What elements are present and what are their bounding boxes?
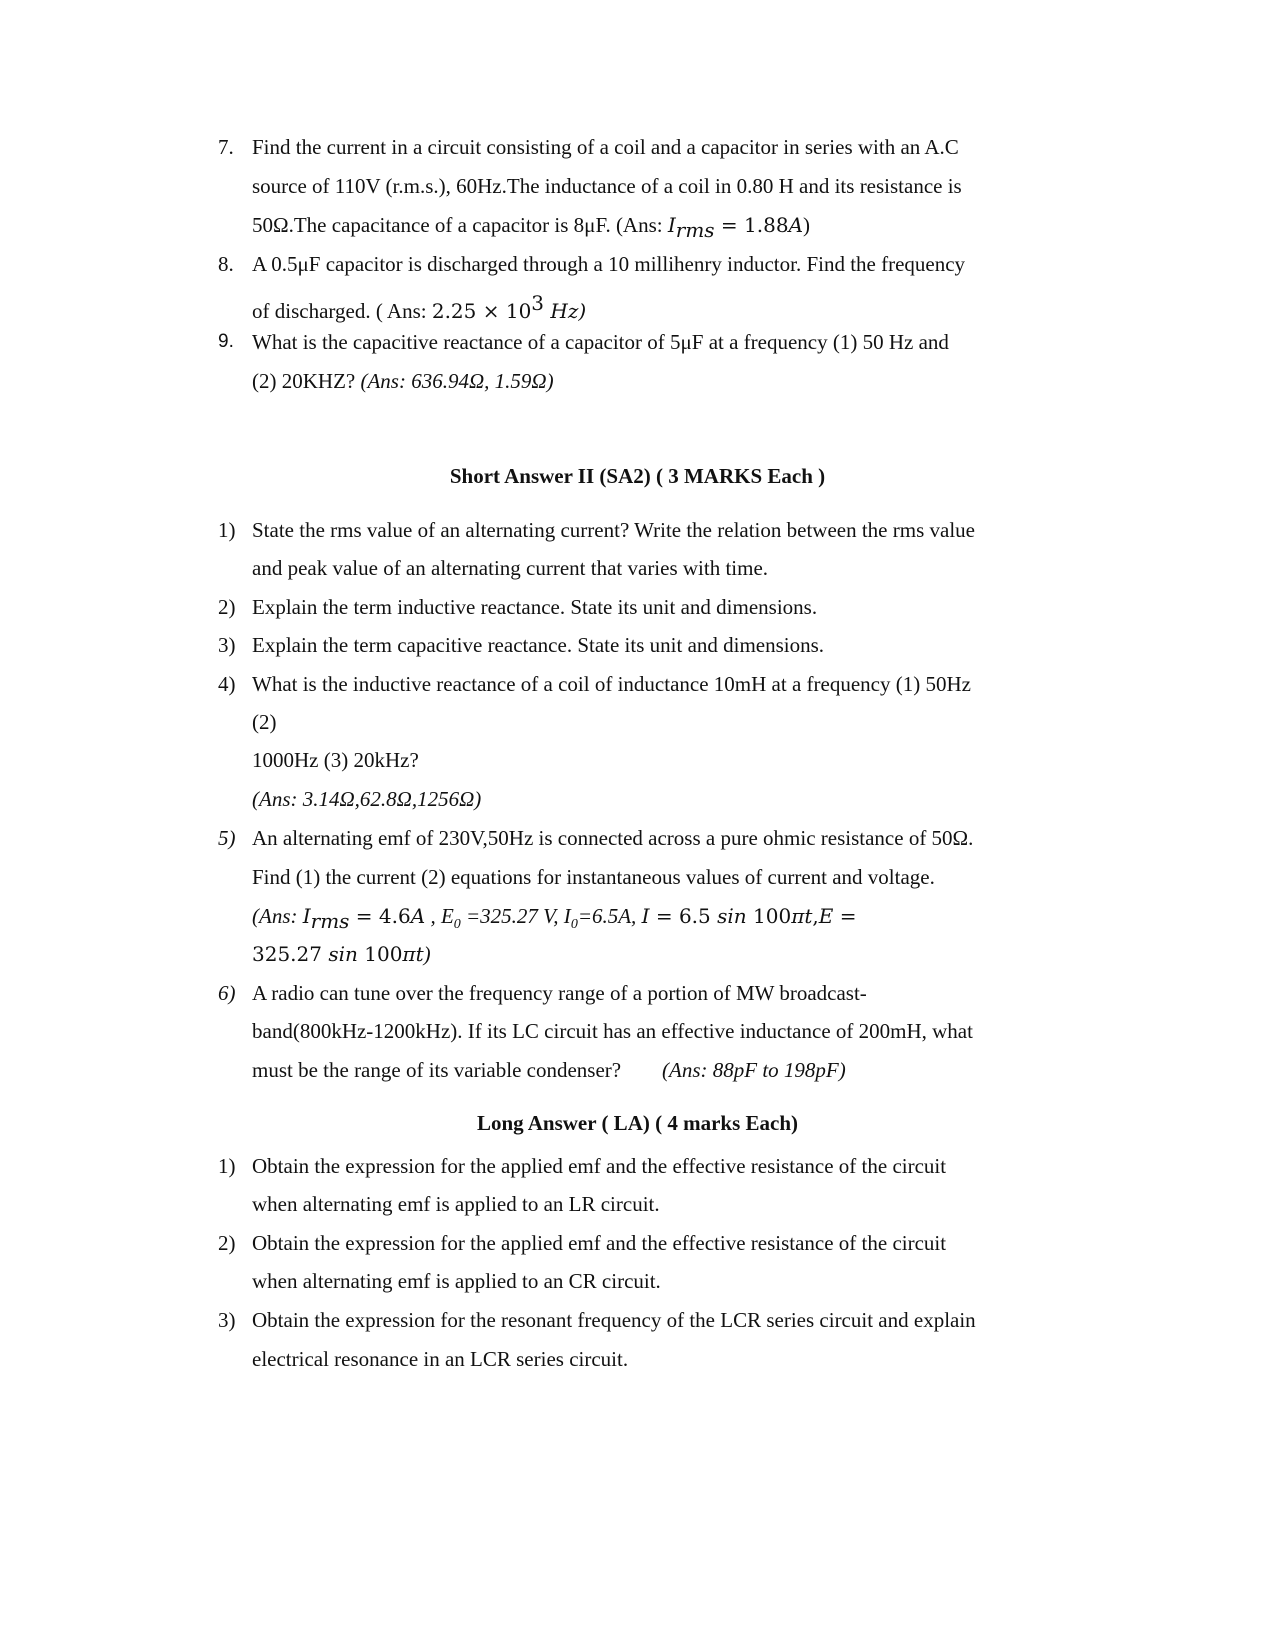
item-number: 3) [218,1308,236,1332]
question-text [252,290,586,324]
question-text: and peak value of an alternating current that varies with time. [252,556,769,580]
question-text: Obtain the expression for the resonant frequency of the LCR series circuit and explain [252,1308,976,1332]
math-variable: I [667,213,676,237]
question-text: (2) [252,710,277,734]
math-value: 100 [746,904,792,928]
math-value: = 4.6 [349,904,411,928]
math-variable: πt [791,904,813,928]
math-value: 2.25 × 10 [431,299,532,323]
math-subscript: 0 [570,917,578,933]
question-text-part: 50Ω.The capacitance of a capacitor is 8μF. (Ans: [252,213,668,237]
question-text: when alternating emf is applied to an CR circuit. [252,1269,661,1293]
item-number: 1) [218,518,236,542]
math-value: = 6.5 [649,904,718,928]
item-number: 1) [218,1154,236,1178]
question-text: electrical resonance in an LCR series circuit. [252,1347,629,1371]
question-text: What is the inductive reactance of a coil of inductance 10mH at a frequency (1) 50Hz [252,672,971,696]
math-value: 100 [357,942,403,966]
math-variable: E [818,904,834,928]
math-value: , [812,904,819,928]
question-text: Find (1) the current (2) equations for instantaneous values of current and voltage. [252,865,935,889]
question-text-part: (2) 20KHZ? [252,369,361,393]
math-variable: πt [402,942,424,966]
answer-text-part: ) [423,942,431,966]
math-value: = 1.88 [714,213,789,237]
answer-text-part: , E [425,904,454,928]
question-text: Explain the term inductive reactance. State its unit and dimensions. [252,595,818,619]
question-text: An alternating emf of 230V,50Hz is connected across a pure ohmic resistance of 50Ω. [252,826,974,850]
math-function: sin [328,942,358,966]
math-unit: A [410,904,426,928]
question-text: State the rms value of an alternating current? Write the relation between the rms value [252,518,975,542]
item-number: 2) [218,1231,236,1255]
question-text: A 0.5μF capacitor is discharged through a 10 millihenry inductor. Find the frequency [252,252,966,276]
math-subscript: 0 [453,917,461,933]
section-heading-la: Long Answer ( LA) ( 4 marks Each) [476,1111,799,1135]
item-number: 2) [218,595,236,619]
answer-text: (Ans: 88pF to 198pF) [662,1058,846,1082]
question-text: Find the current in a circuit consisting of a coil and a capacitor in series with an A.C [252,135,959,159]
math-exponent: 3 [531,291,545,315]
math-function: sin [717,904,747,928]
question-text: 1000Hz (3) 20kHz? [252,748,419,772]
item-number: 7. [218,135,234,159]
question-text: What is the capacitive reactance of a capacitor of 5μF at a frequency (1) 50 Hz and [252,330,949,354]
question-text-part: of discharged. ( Ans: [252,299,432,323]
question-text: Obtain the expression for the applied emf and the effective resistance of the circuit [252,1154,947,1178]
item-number: 8. [218,252,234,276]
item-number: 6) [218,981,236,1005]
item-number: 3) [218,633,236,657]
question-text: source of 110V (r.m.s.), 60Hz.The inductance of a coil in 0.80 H and its resistance is [252,174,962,198]
answer-text-part: (Ans: [252,904,303,928]
question-text: band(800kHz-1200kHz). If its LC circuit has an effective inductance of 200mH, what [252,1019,973,1043]
answer-text: (Ans: 3.14Ω,62.8Ω,1256Ω) [252,787,482,811]
item-number: 9. [218,331,234,352]
question-text: when alternating emf is applied to an LR circuit. [252,1192,660,1216]
section-heading-sa2: Short Answer II (SA2) ( 3 MARKS Each ) [449,464,826,488]
math-variable: I [641,904,650,928]
question-text: Obtain the expression for the applied emf and the effective resistance of the circuit [252,1231,947,1255]
math-unit: Hz) [544,299,587,323]
math-value: 325.27 [252,942,329,966]
question-text: Explain the term capacitive reactance. State its unit and dimensions. [252,633,825,657]
item-number: 4) [218,672,236,696]
answer-text-part: =6.5A, [577,904,642,928]
question-text [252,212,810,243]
math-value: = [833,904,857,928]
question-text-part: ) [803,213,811,237]
math-subscript: rms [675,218,715,243]
question-text: A radio can tune over the frequency range of a portion of MW broadcast- [252,981,867,1005]
answer-text [252,903,856,938]
question-text: must be the range of its variable condenser? [252,1058,622,1082]
math-variable: I [302,904,311,928]
answer-text [252,941,431,967]
math-unit: A [788,213,804,237]
answer-text: (Ans: 636.94Ω, 1.59Ω) [360,369,554,393]
item-number: 5) [218,826,236,850]
answer-text-part: =325.27 V, I [460,904,571,928]
question-text [252,368,554,394]
math-subscript: rms [310,909,350,934]
